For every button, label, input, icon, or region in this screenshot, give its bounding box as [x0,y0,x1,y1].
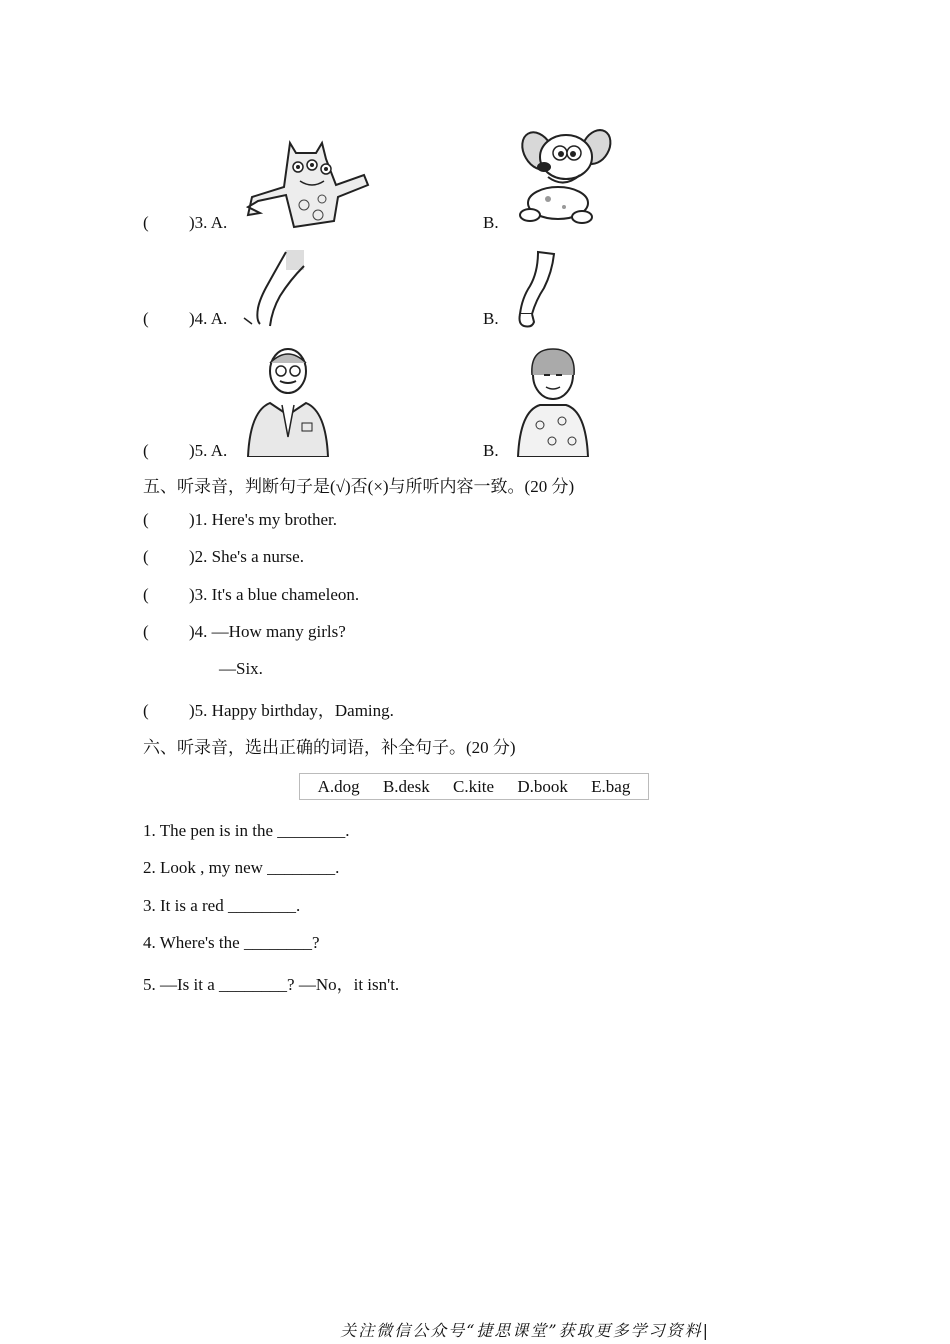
s6-sentence-1[interactable]: 1. The pen is in the ________. [143,821,350,840]
s5-item-2-text: )2. She's a nurse. [189,547,304,566]
s5-item-1-text: )1. Here's my brother. [189,510,337,529]
q5-paren[interactable]: ( [143,441,149,460]
word-option-c: C.kite [452,776,495,796]
q4-label: )4. A. [189,309,228,328]
s5-item-3 [143,585,359,605]
s5-item-5-text: )5. Happy birthday，Daming. [189,701,394,720]
q5-label: )5. A. [189,441,228,460]
q4-paren[interactable]: ( [143,309,149,328]
q3-label: )3. A. [189,213,228,232]
s5-item-3-text: )3. It's a blue chameleon. [189,585,360,604]
arm-image[interactable] [508,248,563,330]
s5-item-4-paren[interactable]: ( [143,622,149,641]
s6-sentence-3[interactable]: 3. It is a red ________. [143,896,301,915]
s5-item-1 [143,510,337,530]
s5-item-5 [143,696,394,721]
q3-option-b-label: B. [483,213,499,232]
q4-option-b-label: B. [483,309,499,328]
footer-promo: 关注微信公众号“捷思课堂”获取更多学习资料| [340,1321,710,1340]
word-bank [299,773,649,800]
grandfather-image[interactable] [240,345,336,457]
s5-item-3-paren[interactable]: ( [143,585,149,604]
leg-image[interactable] [238,248,310,330]
q4-line [143,309,227,329]
q5-option-b-label: B. [483,441,499,460]
s5-item-2 [143,547,304,567]
s5-item-4-reply: —Six. [219,659,263,678]
q5-line [143,441,227,461]
s5-item-2-paren[interactable]: ( [143,547,149,566]
s5-item-4-text: )4. —How many girls? [189,622,346,641]
s5-item-5-paren[interactable]: ( [143,701,149,720]
dog-image[interactable] [508,123,618,228]
word-option-e: E.bag [591,776,631,796]
q3-line [143,213,227,233]
monster-image[interactable] [238,135,373,235]
s5-item-4 [143,622,346,642]
word-option-a: A.dog [317,776,360,796]
s6-sentence-2[interactable]: 2. Look , my new ________. [143,858,340,877]
grandmother-image[interactable] [510,345,596,457]
section6-title: 六、听录音，选出正确的词语，补全句子。(20 分) [143,738,516,757]
word-option-b: B.desk [382,776,430,796]
s5-item-1-paren[interactable]: ( [143,510,149,529]
s6-sentence-4[interactable]: 4. Where's the ________? [143,933,320,952]
s6-sentence-5[interactable]: 5. —Is it a ________? —No，it isn't. [143,975,400,994]
section5-title: 五、听录音，判断句子是(√)否(×)与所听内容一致。(20 分) [143,477,575,496]
word-option-d: D.book [517,776,568,796]
q3-paren[interactable]: ( [143,213,149,232]
